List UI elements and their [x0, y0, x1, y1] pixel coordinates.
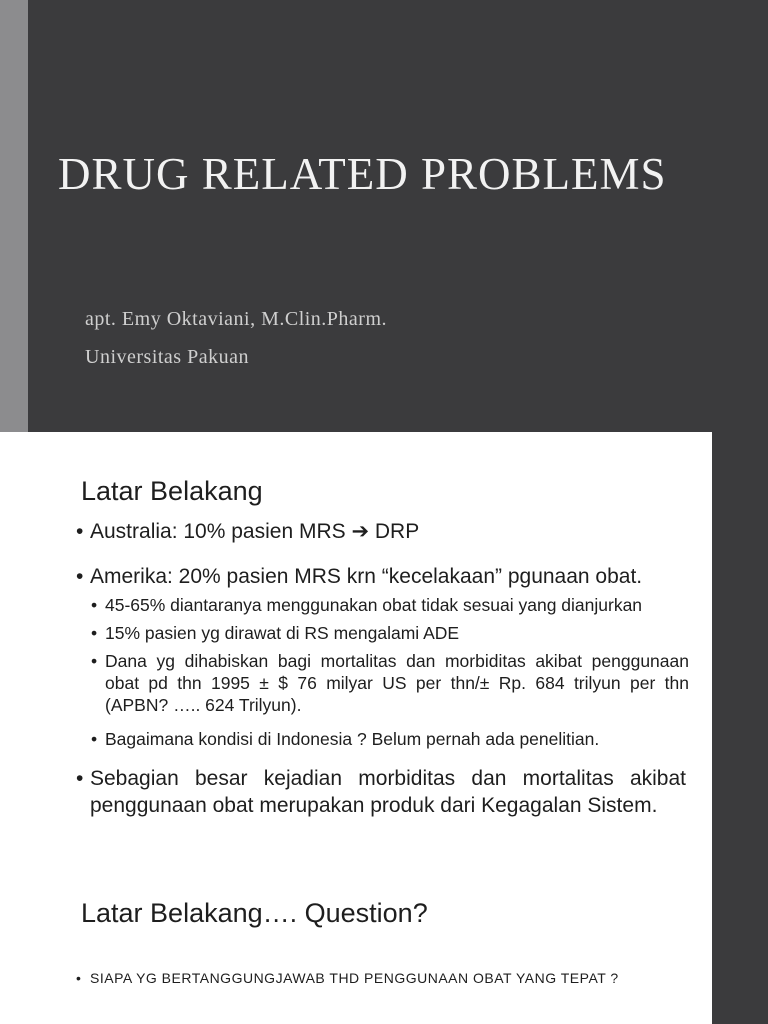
sub-bullet-item — [91, 650, 689, 716]
content-slide — [0, 432, 712, 1024]
bullet-dot: • — [91, 623, 98, 643]
section-heading-question: Latar Belakang…. Question? — [81, 898, 428, 928]
bullet-dot: • — [76, 520, 84, 543]
sub-bullet-text: 15% pasien yg dirawat di RS mengalami ADE — [105, 623, 460, 643]
bullet-dot: • — [76, 565, 84, 588]
question-text: SIAPA YG BERTANGGUNGJAWAB THD PENGGUNAAN OBAT YANG TEPAT ? — [90, 970, 619, 986]
slide-title: DRUG RELATED PROBLEMS — [58, 149, 667, 199]
bullet-item-amerika — [76, 563, 690, 590]
sub-bullet-text: 45-65% diantaranya menggunakan obat tidak sesuai yang dianjurkan — [105, 595, 643, 615]
bullet-dot: • — [91, 595, 98, 615]
sub-bullet-item — [91, 728, 695, 750]
bullet-item-kegagalan-sistem — [76, 765, 686, 819]
bullet-item-australia — [76, 518, 680, 545]
bullet-text: Sebagian besar kejadian morbiditas dan mortalitas akibat penggunaan obat merupakan produk dari Kegagalan Sistem. — [90, 767, 686, 817]
question-item — [76, 969, 642, 987]
bullet-text: Australia: 10% pasien MRS ➔ DRP — [90, 520, 420, 543]
bullet-text: Amerika: 20% pasien MRS krn “kecelakaan” pgunaan obat. — [90, 565, 643, 588]
sub-bullet-item — [91, 594, 695, 616]
next-slide-edge — [712, 432, 768, 1024]
sub-bullet-text: Bagaimana kondisi di Indonesia ? Belum pernah ada penelitian. — [105, 729, 600, 749]
sub-bullet-item — [91, 622, 695, 644]
section-heading-latar-belakang: Latar Belakang — [81, 476, 263, 506]
sub-bullet-text: Dana yg dihabiskan bagi mortalitas dan morbiditas akibat penggunaan obat pd thn 1995 ± $ 76 milyar US per thn/± Rp. 684 trilyun per thn (APBN? ….. 624 Trilyun). — [105, 651, 689, 715]
bullet-dot: • — [76, 767, 84, 790]
bullet-dot: • — [76, 970, 82, 986]
bullet-dot: • — [91, 729, 98, 749]
author-name: apt. Emy Oktaviani, M.Clin.Pharm. — [85, 308, 388, 330]
bullet-dot: • — [91, 651, 98, 671]
title-slide — [28, 0, 768, 432]
accent-strip — [0, 0, 28, 432]
institution-name: Universitas Pakuan — [85, 346, 249, 368]
